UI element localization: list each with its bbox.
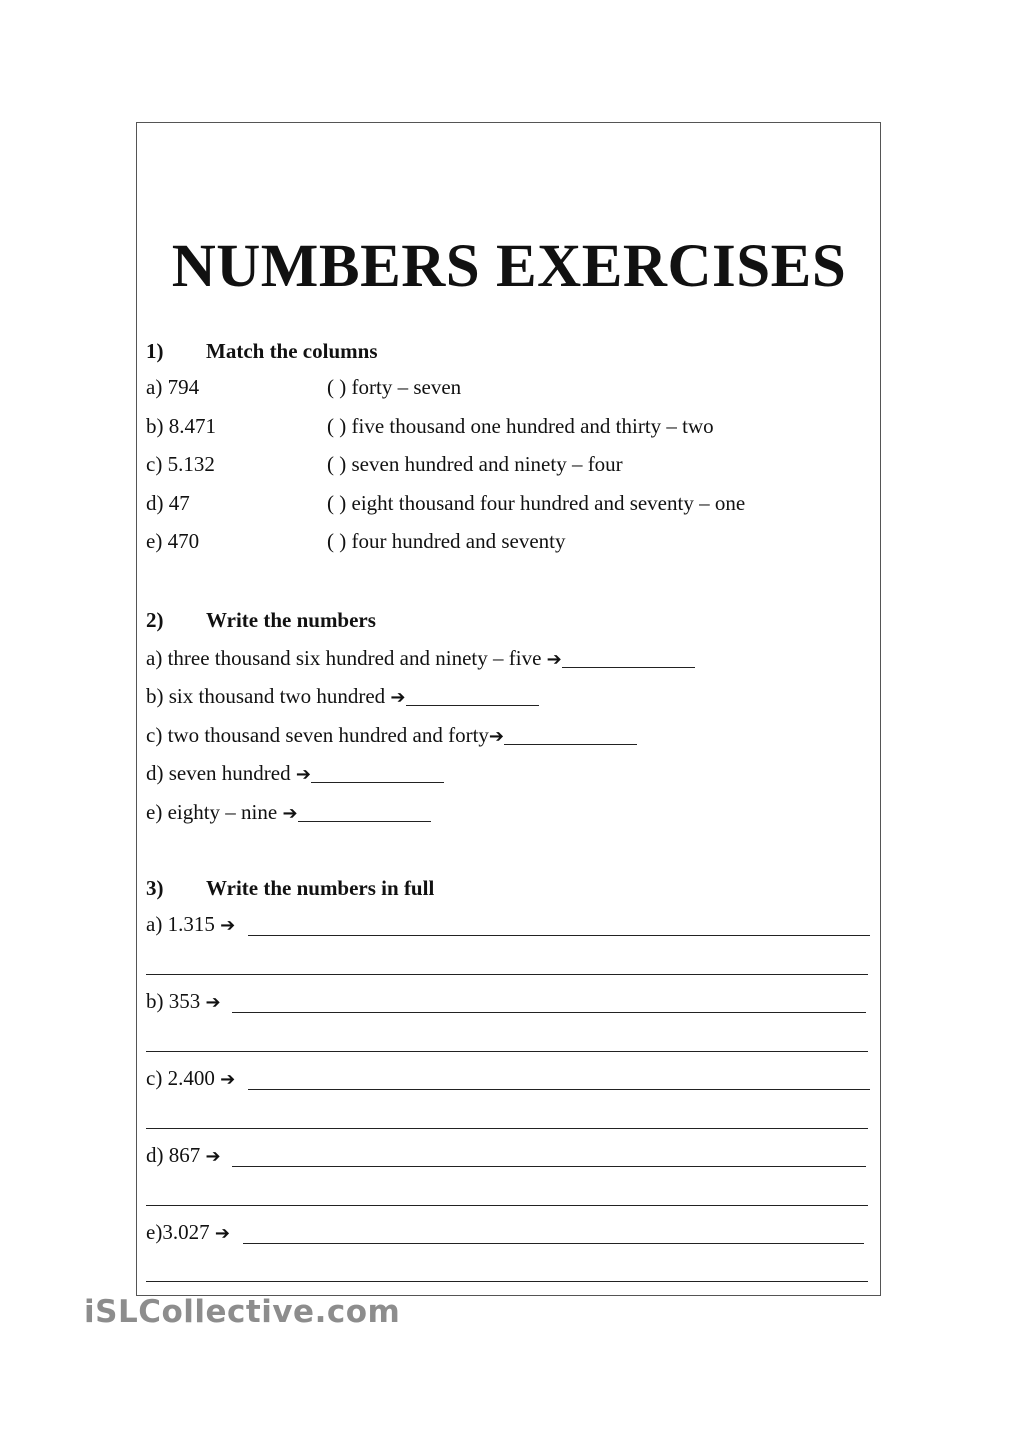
- arrow-right-icon: ➔: [220, 1069, 236, 1090]
- arrow-right-icon: ➔: [205, 1146, 221, 1167]
- answer-line[interactable]: [243, 1243, 864, 1244]
- match-row: [146, 493, 190, 514]
- arrow-right-icon: ➔: [488, 726, 505, 747]
- item-text: d) seven hundred: [146, 761, 296, 785]
- section-title: Write the numbers in full: [206, 876, 435, 900]
- answer-line[interactable]: [232, 1166, 866, 1167]
- answer-line[interactable]: [146, 1128, 868, 1129]
- page-title: NUMBERS EXERCISES: [171, 233, 847, 300]
- answer-line[interactable]: [146, 1205, 868, 1206]
- answer-parentheses: ( ): [327, 452, 347, 476]
- answer-line[interactable]: [146, 974, 868, 975]
- match-words: eight thousand four hundred and seventy – one: [351, 491, 746, 515]
- match-number: c) 5.132: [146, 452, 215, 476]
- answer-parentheses: ( ): [327, 375, 347, 399]
- watermark-logo: iSLCollective.com: [84, 1294, 401, 1330]
- answer-blank[interactable]: [504, 723, 637, 745]
- item-text: c) 2.400: [146, 1066, 221, 1090]
- answer-blank[interactable]: [562, 646, 695, 668]
- match-words: four hundred and seventy: [351, 529, 566, 553]
- match-number: b) 8.471: [146, 414, 216, 438]
- answer-line[interactable]: [232, 1012, 866, 1013]
- section-number: 3): [146, 876, 164, 900]
- answer-blank[interactable]: [406, 684, 539, 706]
- section-title: Write the numbers: [206, 608, 376, 632]
- match-row: [146, 531, 199, 552]
- write-in-full-item: [146, 1068, 235, 1089]
- section-number: 2): [146, 608, 164, 632]
- item-text: a) 1.315: [146, 912, 221, 936]
- match-number: d) 47: [146, 491, 190, 515]
- match-number: a) 794: [146, 375, 200, 399]
- answer-line[interactable]: [248, 935, 870, 936]
- answer-line[interactable]: [248, 1089, 870, 1090]
- match-answer[interactable]: [327, 377, 461, 398]
- item-text: b) six thousand two hundred: [146, 684, 391, 708]
- arrow-right-icon: ➔: [205, 992, 221, 1013]
- arrow-right-icon: ➔: [295, 764, 311, 785]
- match-row: [146, 454, 215, 475]
- match-words: five thousand one hundred and thirty – two: [351, 414, 714, 438]
- answer-parentheses: ( ): [327, 529, 347, 553]
- item-text: e)3.027: [146, 1220, 215, 1244]
- match-answer[interactable]: [327, 416, 714, 437]
- item-text: a) three thousand six hundred and ninety – five: [146, 646, 547, 670]
- answer-parentheses: ( ): [327, 414, 347, 438]
- write-number-item: [146, 761, 444, 784]
- answer-line[interactable]: [146, 1281, 868, 1282]
- arrow-right-icon: ➔: [546, 649, 562, 670]
- match-row: [146, 377, 199, 398]
- answer-blank[interactable]: [298, 800, 431, 822]
- match-number: e) 470: [146, 529, 200, 553]
- match-answer[interactable]: [327, 531, 566, 552]
- match-words: seven hundred and ninety – four: [351, 452, 623, 476]
- match-answer[interactable]: [327, 493, 745, 514]
- match-words: forty – seven: [351, 375, 462, 399]
- item-text: c) two thousand seven hundred and forty: [146, 723, 489, 747]
- write-in-full-item: [146, 991, 221, 1012]
- match-answer[interactable]: [327, 454, 623, 475]
- item-text: e) eighty – nine: [146, 800, 283, 824]
- arrow-right-icon: ➔: [390, 687, 406, 708]
- section-title: Match the columns: [206, 339, 378, 363]
- item-text: b) 353: [146, 989, 206, 1013]
- section-number: 1): [146, 339, 164, 363]
- answer-parentheses: ( ): [327, 491, 347, 515]
- item-text: d) 867: [146, 1143, 206, 1167]
- write-number-item: [146, 684, 539, 707]
- write-number-item: [146, 723, 637, 746]
- write-number-item: [146, 800, 431, 823]
- write-in-full-item: [146, 914, 235, 935]
- answer-line[interactable]: [146, 1051, 868, 1052]
- match-row: [146, 416, 216, 437]
- arrow-right-icon: ➔: [214, 1223, 230, 1244]
- arrow-right-icon: ➔: [220, 915, 236, 936]
- arrow-right-icon: ➔: [282, 803, 298, 824]
- write-in-full-item: [146, 1145, 221, 1166]
- write-in-full-item: [146, 1222, 230, 1243]
- write-number-item: [146, 646, 695, 669]
- answer-blank[interactable]: [311, 761, 444, 783]
